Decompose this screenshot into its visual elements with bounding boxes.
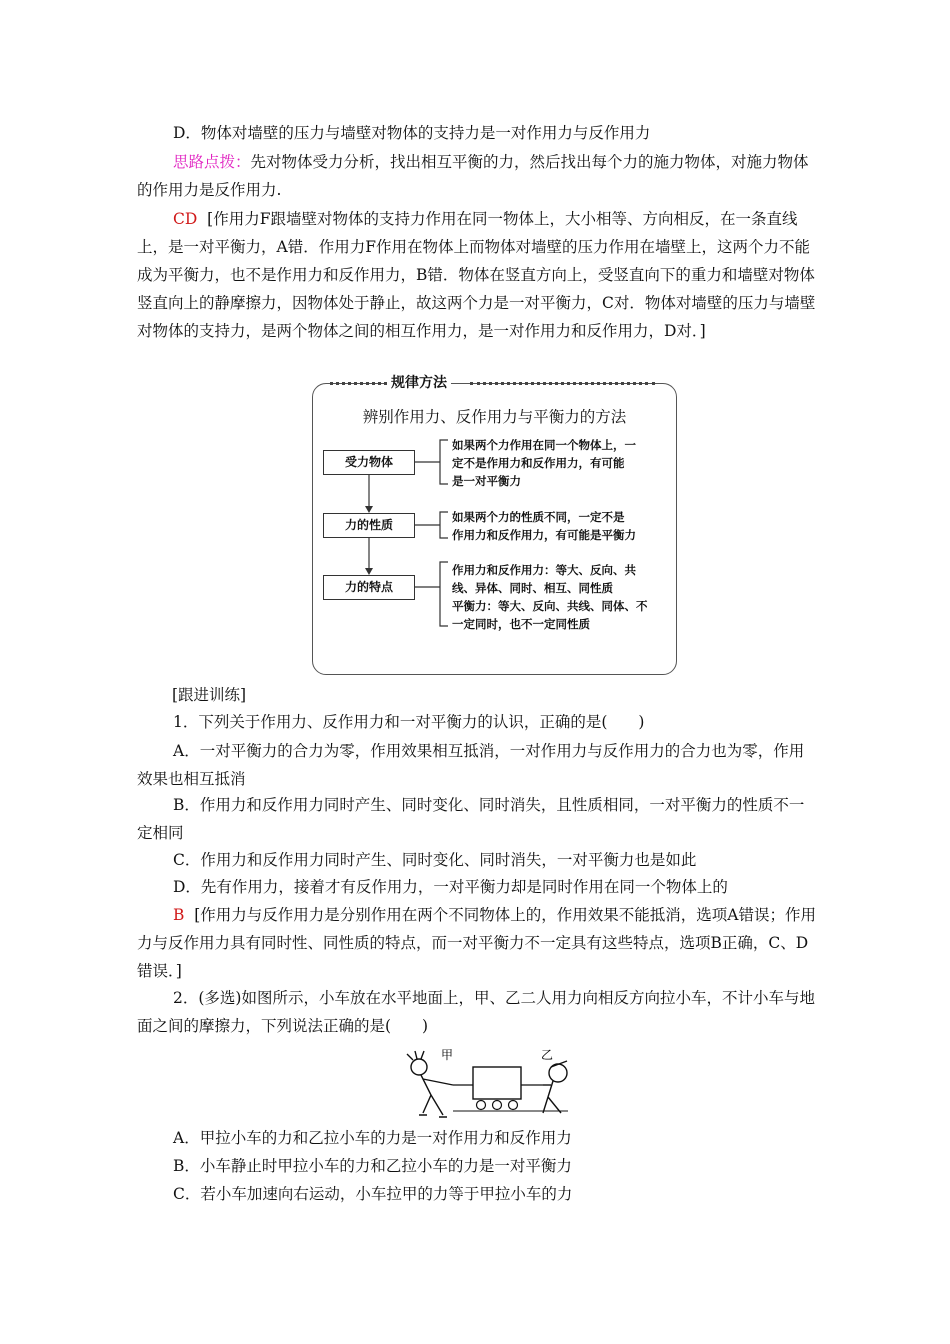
q1-stem: 1．下列关于作用力、反作用力和一对平衡力的认识，正确的是( ) [173, 713, 645, 731]
header-dots-right [470, 382, 655, 385]
node-receiver: 受力物体 [323, 450, 415, 475]
note-line: 一定同时，也不一定同性质 [452, 617, 590, 631]
hint-label: 思路点拨： [173, 153, 251, 171]
node-nature: 力的性质 [323, 513, 415, 538]
node-features: 力的特点 [323, 575, 415, 600]
q1-option-c: C．作用力和反作用力同时产生、同时变化、同时消失，一对平衡力也是如此 [173, 851, 697, 869]
note-line: 作用力和反作用力：等大、反向、共 [452, 563, 636, 577]
bracket-3 [440, 562, 448, 626]
method-box-title: 辨别作用力、反作用力与平衡力的方法 [362, 408, 627, 426]
bracket-1 [440, 440, 448, 484]
bracket-2 [440, 512, 448, 538]
note-receiver [452, 436, 672, 490]
training-heading: [跟进训练] [172, 686, 247, 704]
cart-wheel [509, 1101, 518, 1110]
label-jia: 甲 [441, 1048, 454, 1062]
q2-option-a: A．甲拉小车的力和乙拉小车的力是一对作用力和反作用力 [173, 1129, 572, 1147]
cart-wheel [493, 1101, 502, 1110]
note-line: 是一对平衡力 [452, 474, 521, 488]
q1-answer [137, 901, 817, 985]
method-header-label: 规律方法 [387, 373, 451, 393]
note-line: 作用力和反作用力，有可能是平衡力 [452, 528, 636, 542]
option-d: D．物体对墙壁的压力与墙壁对物体的支持力是一对作用力与反作用力 [173, 124, 651, 142]
note-line: 如果两个力的性质不同，一定不是 [452, 510, 625, 524]
label-yi: 乙 [541, 1048, 554, 1062]
cart-wheel [477, 1101, 486, 1110]
note-line: 定不是作用力和反作用力，有可能 [452, 456, 625, 470]
cart-pull-figure [393, 1045, 578, 1125]
hint-text: 先对物体受力分析，找出相互平衡的力，然后找出每个力的施力物体，对施力物体的作用力是反作用力. [137, 153, 809, 199]
note-line: 平衡力：等大、反向、共线、同体、不 [452, 599, 648, 613]
answer-text: [作用力F跟墙壁对物体的支持力作用在同一物体上，大小相等、方向相反，在一条直线上，是一对平衡力，A错．作用力F作用在物体上而物体对墙壁的压力作用在墙壁上，这两个力不能成为平衡力，也不是作用力和反作用力，B错．物体在竖直方向上，受竖直向下的重力和墙壁对物体竖直向上的静摩擦力，因物体处于静止，故这两个力是一对平衡力，C对．物体对墙壁的压力与墙壁对物体的支持力，是两个物体之间的相互作用力，是一对作用力和反作用力，D对．] [137, 210, 816, 340]
hint-paragraph [137, 148, 817, 204]
q2-option-b: B．小车静止时甲拉小车的力和乙拉小车的力是一对平衡力 [173, 1157, 572, 1175]
note-line: 如果两个力作用在同一个物体上，一 [452, 438, 636, 452]
q1-option-b: B．作用力和反作用力同时产生、同时变化、同时消失，且性质相同，一对平衡力的性质不一定相同 [137, 796, 805, 842]
q1-option-a: A．一对平衡力的合力为零，作用效果相互抵消，一对作用力与反作用力的合力也为零，作用效果也相互抵消 [137, 742, 805, 788]
note-features [452, 561, 672, 633]
q1-answer-text: [作用力与反作用力是分别作用在两个不同物体上的，作用效果不能抵消，选项A错误；作用力与反作用力具有同时性、同性质的特点，而一对平衡力不一定具有这些特点，选项B正确，C、D错误．] [137, 906, 816, 980]
cart-body [473, 1067, 521, 1099]
arrow-head-1 [365, 506, 373, 513]
q1-answer-label: B [173, 906, 185, 924]
q2-option-c: C．若小车加速向右运动，小车拉甲的力等于甲拉小车的力 [173, 1185, 573, 1203]
person-yi-illustration [543, 1061, 567, 1113]
method-box-header [330, 373, 660, 395]
arrow-head-2 [365, 568, 373, 575]
header-dots-left [330, 382, 387, 385]
answer-label: CD [173, 210, 198, 228]
note-nature [452, 508, 672, 544]
note-line: 线、异体、同时、相互、同性质 [452, 581, 613, 595]
answer-paragraph [137, 205, 817, 345]
q1-option-d: D．先有作用力，接着才有反作用力，一对平衡力却是同时作用在同一个物体上的 [173, 878, 728, 896]
q2-stem: 2．(多选)如图所示，小车放在水平地面上，甲、乙二人用力向相反方向拉小车，不计小车与地面之间的摩擦力，下列说法正确的是( ) [137, 989, 815, 1035]
